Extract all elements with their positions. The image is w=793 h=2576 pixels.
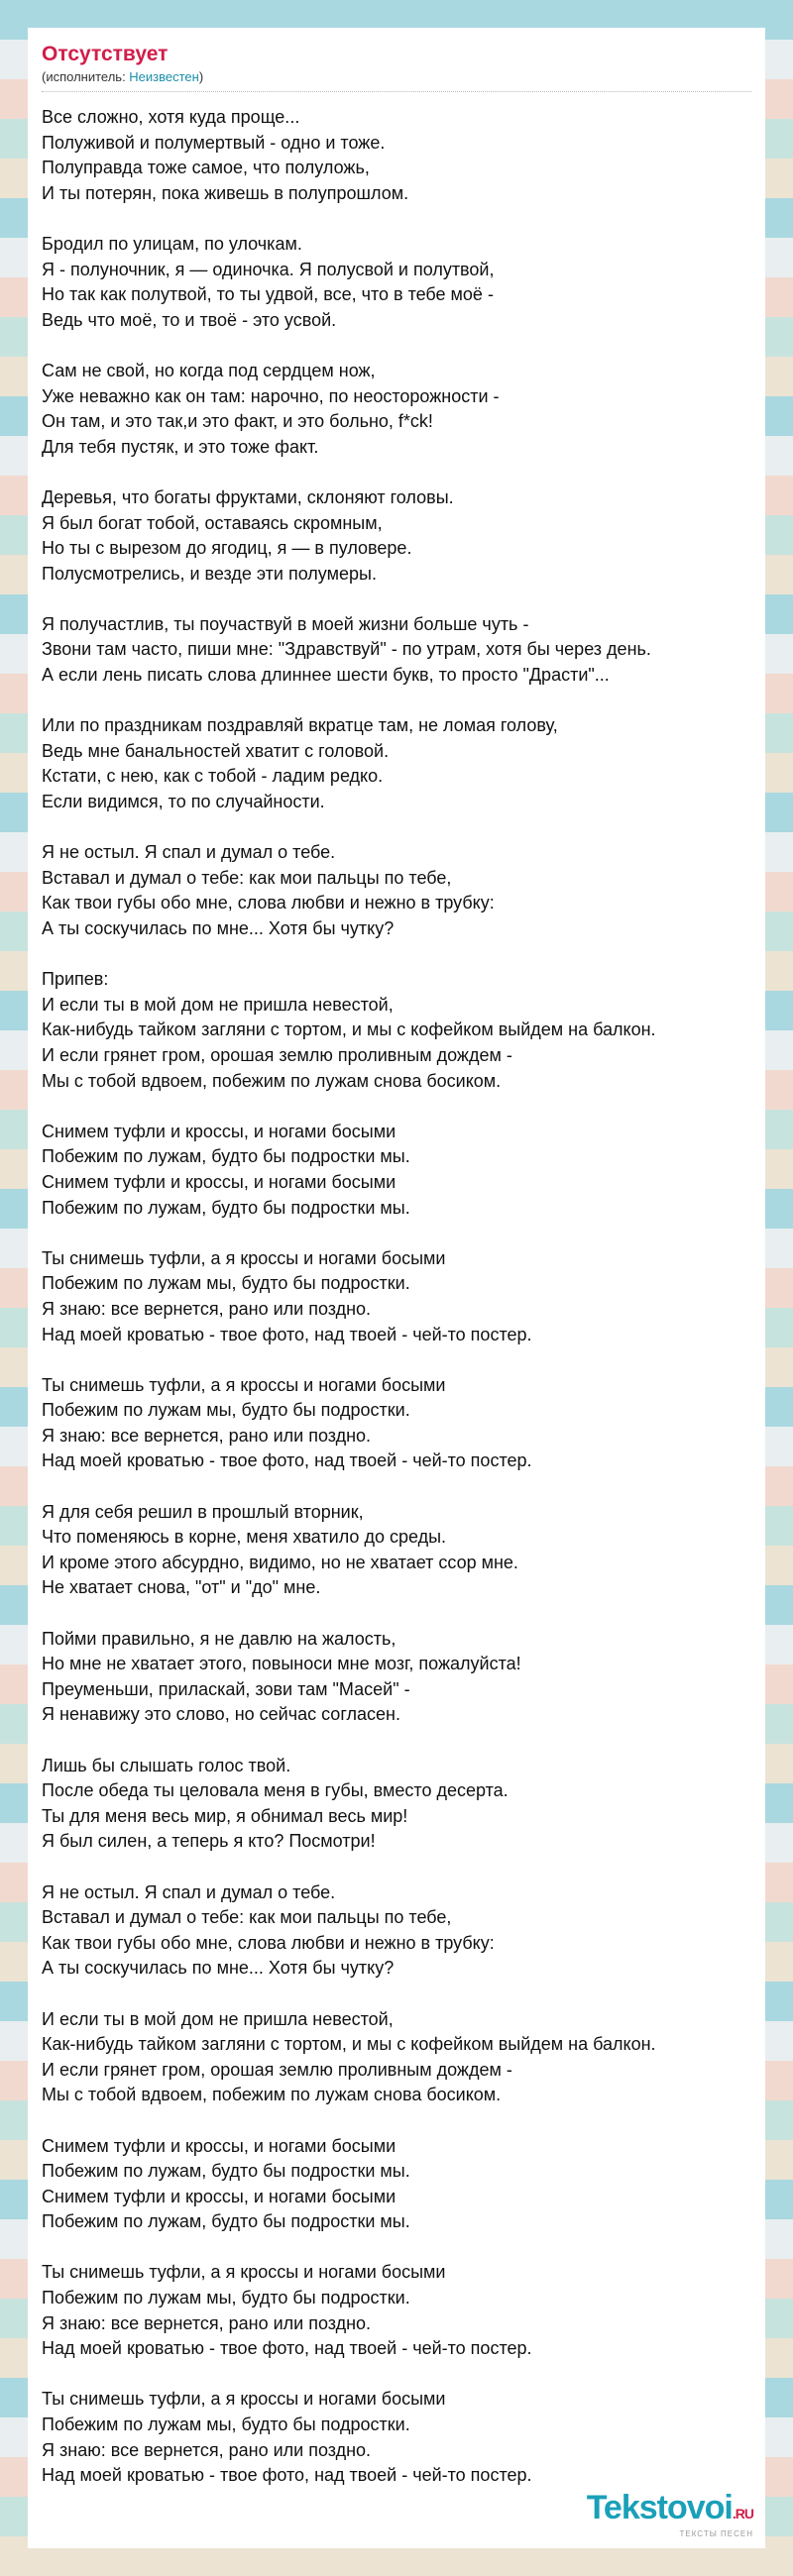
stanza-gap [42, 1221, 755, 1246]
lyric-line: Но так как полутвой, то ты удвой, все, что в тебе моё - [42, 284, 494, 305]
artist-line [42, 69, 751, 85]
lyric-line: Ты снимешь туфли, а я кроссы и ногами босыми [42, 2262, 446, 2283]
lyric-line: Преуменьши, приласкай, зови там "Масей" - [42, 1678, 410, 1699]
lyric-line: Или по праздникам поздравляй вкратце там, не ломая голову, [42, 715, 558, 736]
lyric-line: Как твои губы обо мне, слова любви и нежно в трубку: [42, 893, 495, 913]
lyric-line: Я знаю: все вернется, рано или поздно. [42, 1298, 372, 1319]
stanza-gap [42, 815, 755, 841]
lyric-line: Побежим по лужам, будто бы подростки мы. [42, 2211, 410, 2232]
lyric-line: Что поменяюсь в корне, меня хватило до среды. [42, 1527, 447, 1548]
lyric-line: Как-нибудь тайком загляни с тортом, и мы с кофейком выйдем на балкон. [42, 1020, 656, 1040]
lyric-line: А если лень писать слова длиннее шести букв, то просто "Драсти"... [42, 665, 610, 686]
lyric-line: Не хватает снова, "от" и "до" мне. [42, 1577, 321, 1598]
lyric-line: Пойми правильно, я не давлю на жалость, [42, 1628, 396, 1649]
lyric-line: Я не остыл. Я спал и думал о тебе. [42, 842, 336, 863]
lyric-line: Ты для меня весь мир, я обнимал весь мир! [42, 1805, 408, 1826]
lyric-line: Я для себя решил в прошлый вторник, [42, 1501, 364, 1522]
lyrics-text [42, 105, 755, 2489]
lyric-line: А ты соскучилась по мне... Хотя бы чутку? [42, 918, 395, 938]
site-logo[interactable] [587, 2490, 753, 2538]
lyric-line: Бродил по улицам, по улочкам. [42, 233, 302, 254]
lyric-line: Вставал и думал о тебе: как мои пальцы по тебе, [42, 867, 452, 888]
lyric-line: Снимем туфли и кроссы, и ногами босыми [42, 1171, 396, 1192]
artist-suffix: ) [198, 69, 204, 84]
lyric-line: После обеда ты целовала меня в губы, вместо десерта. [42, 1780, 509, 1801]
lyric-line: Снимем туфли и кроссы, и ногами босыми [42, 2135, 396, 2156]
stanza-gap [42, 1728, 755, 1754]
lyric-line: Он там, и это так,и это факт, и это больно, f*ck! [42, 411, 433, 432]
lyric-line: Я получастлив, ты поучаствуй в моей жизни больше чуть - [42, 613, 529, 634]
lyric-line: Уже неважно как он там: нарочно, по неосторожности - [42, 385, 500, 406]
lyric-line: Для тебя пустяк, и это тоже факт. [42, 436, 319, 457]
stanza-gap [42, 587, 755, 612]
lyric-line: Кстати, с нею, как с тобой - ладим редко. [42, 766, 384, 787]
lyric-line: Над моей кроватью - твое фото, над твоей - чей-то постер. [42, 2338, 532, 2359]
logo-tagline: ТЕКСТЫ ПЕСЕН [679, 2529, 753, 2538]
lyric-line: Если видимся, то по случайности. [42, 792, 325, 812]
lyric-line: Я был силен, а теперь я кто? Посмотри! [42, 1831, 376, 1852]
lyric-line: Побежим по лужам мы, будто бы подростки. [42, 2288, 410, 2308]
lyric-line: Ты снимешь туфли, а я кроссы и ногами босыми [42, 1374, 446, 1395]
lyric-line: Побежим по лужам мы, будто бы подростки. [42, 2415, 410, 2435]
lyric-line: Над моей кроватью - твое фото, над твоей - чей-то постер. [42, 1450, 532, 1471]
lyric-line: Мы с тобой вдвоем, побежим по лужам снова босиком. [42, 1070, 502, 1091]
song-title: Отсутствует [42, 43, 169, 65]
stanza-gap [42, 1601, 755, 1627]
lyric-line: Снимем туфли и кроссы, и ногами босыми [42, 2186, 396, 2206]
stanza-gap [42, 689, 755, 714]
logo-suffix: .RU [732, 2506, 753, 2522]
lyric-line: Я - полуночник, я — одиночка. Я полусвой и полутвой, [42, 259, 495, 279]
lyrics-card [28, 28, 765, 2548]
lyric-line: Мы с тобой вдвоем, побежим по лужам снова босиком. [42, 2085, 502, 2105]
lyric-line: Как твои губы обо мне, слова любви и нежно в трубку: [42, 1932, 495, 1953]
lyric-line: Ты снимешь туфли, а я кроссы и ногами босыми [42, 1247, 446, 1268]
lyric-line: Я знаю: все вернется, рано или поздно. [42, 2439, 372, 2460]
stanza-gap [42, 2362, 755, 2388]
lyric-line: Над моей кроватью - твое фото, над твоей - чей-то постер. [42, 2465, 532, 2486]
lyric-line: И если ты в мой дом не пришла невестой, [42, 994, 394, 1015]
lyric-line: Деревья, что богаты фруктами, склоняют головы. [42, 486, 454, 507]
lyric-line: Побежим по лужам, будто бы подростки мы. [42, 1197, 410, 1218]
lyric-line: Полуправда тоже самое, что полуложь, [42, 158, 370, 178]
lyric-line: И если грянет гром, орошая землю проливным дождем - [42, 2059, 512, 2080]
lyric-line: Я ненавижу это слово, но сейчас согласен. [42, 1704, 400, 1725]
lyric-line: И если грянет гром, орошая землю проливным дождем - [42, 1044, 512, 1065]
lyric-line: Но ты с вырезом до ягодиц, я — в пуловере. [42, 538, 412, 559]
stanza-gap [42, 1094, 755, 1120]
lyric-line: Снимем туфли и кроссы, и ногами босыми [42, 1121, 396, 1141]
stanza-gap [42, 2235, 755, 2261]
stanza-gap [42, 2108, 755, 2134]
lyric-line: Я не остыл. Я спал и думал о тебе. [42, 1881, 336, 1902]
lyric-line: Над моей кроватью - твое фото, над твоей - чей-то постер. [42, 1324, 532, 1344]
lyric-line: Но мне не хватает этого, повыноси мне мозг, пожалуйста! [42, 1654, 521, 1674]
lyric-line: Звони там часто, пиши мне: "Здравствуй" - по утрам, хотя бы через день. [42, 639, 651, 660]
lyric-line: Все сложно, хотя куда проще... [42, 107, 300, 127]
lyric-line: Побежим по лужам, будто бы подростки мы. [42, 2161, 410, 2182]
header-divider [42, 91, 751, 92]
stanza-gap [42, 1855, 755, 1880]
artist-prefix: (исполнитель: [42, 69, 130, 84]
lyric-line: И кроме этого абсурдно, видимо, но не хватает ссор мне. [42, 1552, 518, 1572]
lyric-line: Я знаю: все вернется, рано или поздно. [42, 2312, 372, 2333]
stanza-gap [42, 1474, 755, 1500]
lyric-line: Припев: [42, 969, 109, 990]
lyric-line: Лишь бы слышать голос твой. [42, 1755, 291, 1775]
lyric-line: Побежим по лужам мы, будто бы подростки. [42, 1400, 410, 1421]
lyric-line: И если ты в мой дом не пришла невестой, [42, 2008, 394, 2029]
lyric-line: Ты снимешь туфли, а я кроссы и ногами босыми [42, 2389, 446, 2410]
lyric-line: Я знаю: все вернется, рано или поздно. [42, 1425, 372, 1446]
stanza-gap [42, 333, 755, 359]
lyric-line: Побежим по лужам мы, будто бы подростки. [42, 1273, 410, 1294]
lyric-line: А ты соскучилась по мне... Хотя бы чутку? [42, 1958, 395, 1979]
logo-wordmark: Tekstovoi.RU [586, 2489, 753, 2526]
lyric-line: Полуживой и полумертвый - одно и тоже. [42, 132, 386, 153]
stanza-gap [42, 1982, 755, 2007]
lyric-line: Полусмотрелись, и везде эти полумеры. [42, 563, 377, 584]
lyric-line: Вставал и думал о тебе: как мои пальцы по тебе, [42, 1907, 452, 1928]
lyric-line: Сам не свой, но когда под сердцем нож, [42, 360, 376, 380]
stanza-gap [42, 206, 755, 232]
lyric-line: Я был богат тобой, оставаясь скромным, [42, 512, 383, 533]
lyric-line: Ведь что моё, то и твоё - это усвой. [42, 309, 337, 330]
lyric-line: Побежим по лужам, будто бы подростки мы. [42, 1146, 410, 1167]
lyric-line: Ведь мне банальностей хватит с головой. [42, 740, 390, 761]
lyric-line: Как-нибудь тайком загляни с тортом, и мы с кофейком выйдем на балкон. [42, 2034, 656, 2055]
stanza-gap [42, 942, 755, 968]
song-header [42, 42, 751, 85]
stanza-gap [42, 1347, 755, 1373]
artist-link[interactable]: Неизвестен [129, 69, 199, 84]
lyric-line: И ты потерян, пока живешь в полупрошлом. [42, 182, 409, 203]
stanza-gap [42, 460, 755, 485]
